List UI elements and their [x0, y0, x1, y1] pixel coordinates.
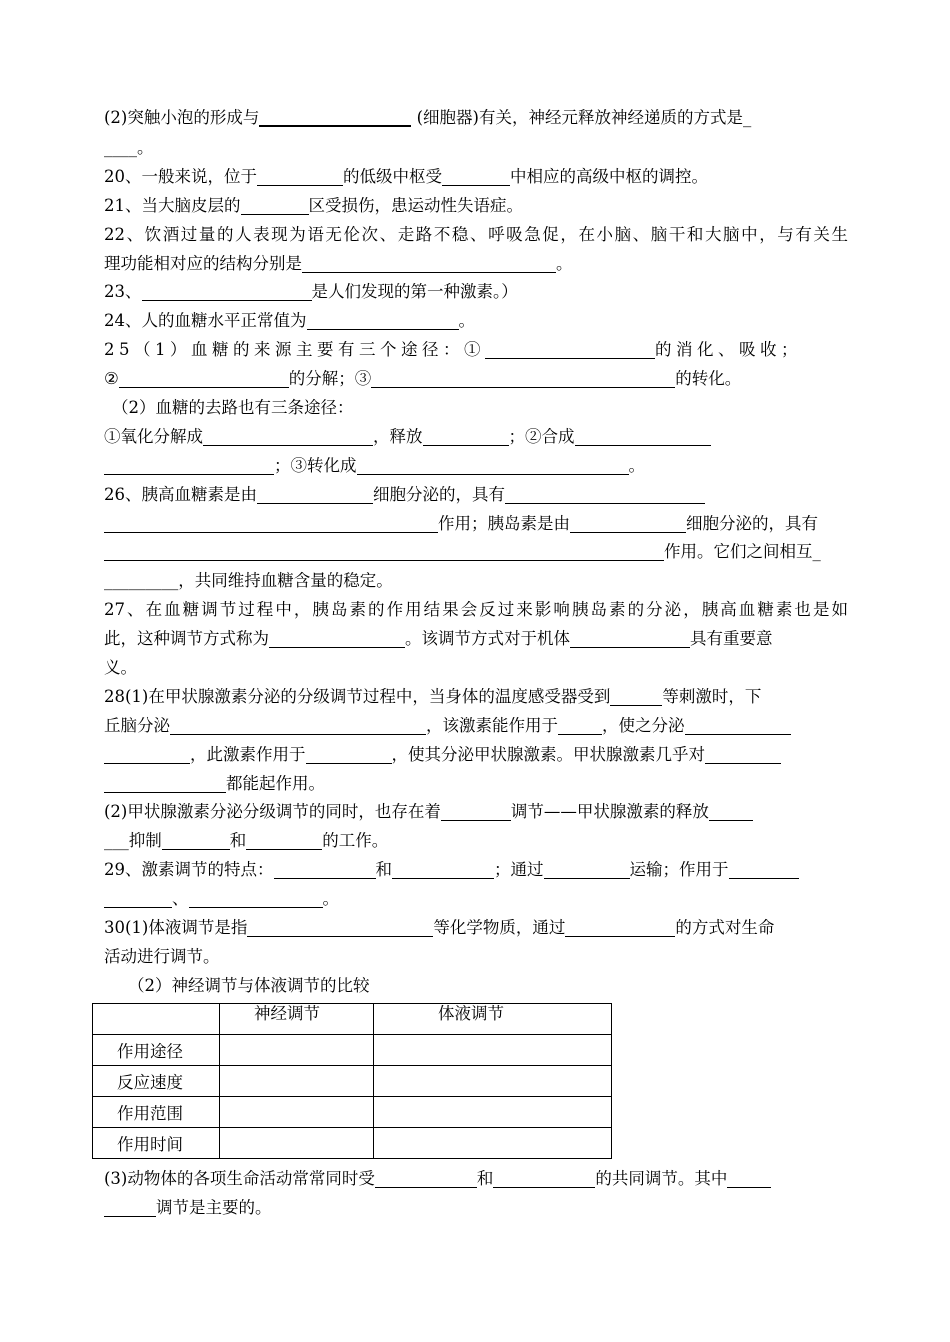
table-cell[interactable]: [220, 1127, 374, 1158]
text: 27、在血糖调节过程中，胰岛素的作用结果会反过来影响胰岛素的分泌，胰高血糖素也是如: [104, 600, 848, 620]
table-row: [93, 1096, 612, 1127]
line-q30-1: [104, 914, 848, 943]
answer-blank[interactable]: [307, 310, 459, 330]
line-q26: [104, 481, 848, 510]
answer-blank[interactable]: [442, 166, 510, 186]
answer-blank[interactable]: [392, 859, 494, 879]
answer-blank[interactable]: [570, 628, 690, 648]
line-q26-cont2: [104, 538, 848, 567]
text: 作用；胰岛素是由: [438, 513, 570, 533]
text: (3)动物体的各项生命活动常常同时受: [104, 1168, 375, 1188]
text: 。: [322, 889, 339, 909]
answer-blank[interactable]: [142, 281, 312, 301]
text: 义。: [104, 658, 137, 678]
answer-blank[interactable]: [203, 426, 373, 446]
answer-blank[interactable]: [246, 830, 322, 850]
text: 25（1）血糖的来源主要有三个途径：①: [104, 340, 485, 360]
text: 是人们发现的第一种激素。）: [311, 282, 518, 302]
line-q25-1-cont: [104, 365, 848, 394]
text: ；②合成: [508, 426, 575, 446]
line-q28-1-cont3: [104, 770, 848, 799]
table-header-cell: 神经调节: [220, 1003, 374, 1034]
answer-blank[interactable]: [104, 541, 664, 561]
table-cell[interactable]: [220, 1065, 374, 1096]
text: 理功能相对应的结构分别是: [104, 253, 302, 273]
line-q20: [104, 163, 848, 192]
answer-blank[interactable]: [247, 917, 433, 937]
answer-blank[interactable]: [575, 426, 711, 446]
text: 细胞分泌的，具有: [686, 513, 818, 533]
text: 具有重要意: [690, 629, 773, 649]
answer-blank[interactable]: [610, 686, 662, 706]
text: 。该调节方式对于机体: [405, 629, 570, 649]
text: (2)突触小泡的形成与: [104, 108, 260, 127]
text: 运输；作用于: [629, 860, 729, 880]
answer-blank[interactable]: [729, 859, 799, 879]
line-q29-cont: [104, 885, 848, 914]
line-q28-2: [104, 798, 848, 827]
line-q30-3: [104, 1165, 848, 1194]
line-q28-1: [104, 683, 848, 712]
table-header-row: [93, 1003, 612, 1034]
answer-blank[interactable]: [375, 1168, 477, 1188]
answer-blank[interactable]: [544, 859, 630, 879]
answer-blank[interactable]: [302, 253, 556, 273]
text: (细胞器)有关，神经元释放神经递质的方式是_: [411, 108, 752, 127]
text: 调节是主要的。: [156, 1197, 272, 1217]
text: ，使之分泌: [602, 715, 685, 735]
comparison-table: [92, 1003, 612, 1159]
table-row: [93, 1034, 612, 1065]
text: 作用。它们之间相互_: [664, 542, 821, 562]
answer-blank[interactable]: [257, 484, 373, 504]
table-header-cell: 体液调节: [374, 1003, 612, 1034]
text: ①氧化分解成: [104, 426, 203, 446]
text: 和: [375, 860, 392, 880]
text: ，该激素能作用于: [426, 715, 558, 735]
text: 21、当大脑皮层的: [104, 195, 241, 215]
text: 的工作。: [322, 831, 389, 851]
answer-blank[interactable]: [104, 888, 172, 908]
answer-blank[interactable]: [104, 744, 190, 764]
text: 的转化。: [675, 369, 742, 389]
table-header-cell: [93, 1003, 220, 1034]
text: （2）血糖的去路也有三条途径：: [112, 398, 354, 418]
answer-blank[interactable]: [104, 773, 226, 793]
text: 中相应的高级中枢的调控。: [510, 166, 708, 186]
text: ，释放: [373, 426, 423, 446]
answer-blank[interactable]: [274, 859, 376, 879]
text: 29、激素调节的特点：: [104, 860, 274, 880]
line-q19-2-cont: [104, 134, 848, 163]
text: 22、饮酒过量的人表现为语无伦次、走路不稳、呼吸急促，在小脑、脑干和大脑中，与有关生: [104, 224, 848, 244]
answer-blank[interactable]: [119, 368, 289, 388]
line-q21: [104, 192, 848, 221]
text: 和: [476, 1168, 494, 1188]
line-q22-cont: [104, 250, 848, 279]
table-cell[interactable]: [220, 1096, 374, 1127]
line-q26-cont3: [104, 567, 848, 596]
answer-blank[interactable]: [357, 455, 629, 475]
text: 的低级中枢受: [343, 166, 442, 186]
text: 都能起作用。: [226, 773, 325, 793]
text: 24、人的血糖水平正常值为: [104, 311, 307, 331]
text: （2）神经调节与体液调节的比较: [128, 975, 370, 995]
line-q25-2: [104, 394, 848, 423]
table-cell[interactable]: [374, 1127, 612, 1158]
answer-blank[interactable]: [371, 368, 675, 388]
line-q29: [104, 856, 848, 885]
text: 。: [556, 253, 573, 273]
line-q28-1-cont: [104, 712, 848, 741]
answer-blank[interactable]: [257, 166, 343, 186]
answer-blank[interactable]: [485, 339, 655, 359]
answer-blank[interactable]: [709, 801, 753, 821]
line-q25-2-paths: [104, 423, 848, 452]
text: 细胞分泌的，具有: [373, 484, 505, 504]
answer-blank[interactable]: [570, 513, 686, 533]
text: ____。: [104, 138, 154, 157]
line-q23: [104, 278, 848, 307]
text: 的消化、吸收；: [655, 340, 802, 360]
answer-blank[interactable]: [306, 744, 392, 764]
text: 26、胰高血糖素是由: [104, 484, 257, 504]
table-row-label: 作用途径: [93, 1034, 220, 1065]
table-cell[interactable]: [374, 1034, 612, 1065]
line-q30-1-cont: [104, 943, 848, 972]
table-row-label: 作用范围: [93, 1096, 220, 1127]
answer-blank[interactable]: [685, 715, 791, 735]
line-q28-2-cont: [104, 827, 848, 856]
text: 丘脑分泌: [104, 715, 170, 735]
line-q26-cont1: [104, 510, 848, 539]
line-q30-2: [104, 972, 848, 1001]
text: 20、一般来说，位于: [104, 166, 257, 186]
text: 28(1)在甲状腺激素分泌的分级调节过程中，当身体的温度感受器受到: [104, 686, 611, 706]
text: 。: [628, 455, 645, 475]
answer-blank[interactable]: [104, 1197, 156, 1217]
answer-blank[interactable]: [705, 744, 781, 764]
line-q28-1-cont2: [104, 741, 848, 770]
answer-blank[interactable]: [104, 455, 274, 475]
answer-blank[interactable]: [505, 484, 705, 504]
line-q27-cont2: [104, 654, 848, 683]
text: 的分解；③: [288, 369, 372, 389]
answer-blank[interactable]: [441, 801, 511, 821]
line-q24: [104, 307, 848, 336]
text: 区受损伤，患运动性失语症。: [308, 195, 523, 215]
line-q25-2-cont: [104, 452, 848, 481]
text: 等化学物质，通过: [433, 918, 566, 938]
text: 等刺激时，下: [662, 686, 762, 706]
text: ，使其分泌甲状腺激素。甲状腺激素几乎对: [391, 744, 705, 764]
text: ②: [104, 369, 119, 389]
table-row: [93, 1065, 612, 1096]
text: 。: [458, 311, 475, 331]
line-q30-3-cont: [104, 1194, 848, 1223]
line-q25-1: [104, 336, 848, 365]
text: 23、: [104, 282, 142, 302]
answer-blank[interactable]: [565, 917, 675, 937]
line-q19-2: [104, 102, 848, 134]
text: 30(1)体液调节是指: [104, 918, 248, 938]
answer-blank[interactable]: [727, 1168, 771, 1188]
text: ，此激素作用于: [190, 744, 306, 764]
text: 的方式对生命: [675, 918, 775, 938]
answer-blank[interactable]: [269, 628, 405, 648]
table-row-label: 作用时间: [93, 1127, 220, 1158]
text: ；通过: [494, 860, 544, 880]
text: ；③转化成: [274, 455, 357, 475]
text: 的共同调节。其中: [595, 1168, 728, 1188]
answer-blank[interactable]: [170, 715, 426, 735]
answer-blank[interactable]: [162, 830, 230, 850]
text: 此，这种调节方式称为: [104, 629, 269, 649]
table-cell[interactable]: [374, 1096, 612, 1127]
worksheet-page: [104, 102, 848, 1223]
answer-blank[interactable]: [189, 888, 323, 908]
table-cell[interactable]: [374, 1065, 612, 1096]
line-q22: [104, 221, 848, 250]
text: 和: [229, 831, 247, 851]
answer-blank[interactable]: [104, 513, 438, 533]
line-q27: [104, 596, 848, 625]
text: ___抑制: [104, 831, 162, 851]
answer-blank[interactable]: [259, 106, 411, 127]
text: 调节——甲状腺激素的释放: [510, 802, 709, 822]
answer-blank[interactable]: [558, 715, 602, 735]
table-row: [93, 1127, 612, 1158]
text: _________，共同维持血糖含量的稳定。: [104, 571, 393, 591]
text: (2)甲状腺激素分泌分级调节的同时，也存在着: [104, 802, 441, 822]
answer-blank[interactable]: [493, 1168, 595, 1188]
text: 、: [172, 889, 189, 909]
answer-blank[interactable]: [423, 426, 509, 446]
line-q27-cont: [104, 625, 848, 654]
table-row-label: 反应速度: [93, 1065, 220, 1096]
text: 活动进行调节。: [104, 946, 220, 966]
table-cell[interactable]: [220, 1034, 374, 1065]
answer-blank[interactable]: [241, 195, 309, 215]
